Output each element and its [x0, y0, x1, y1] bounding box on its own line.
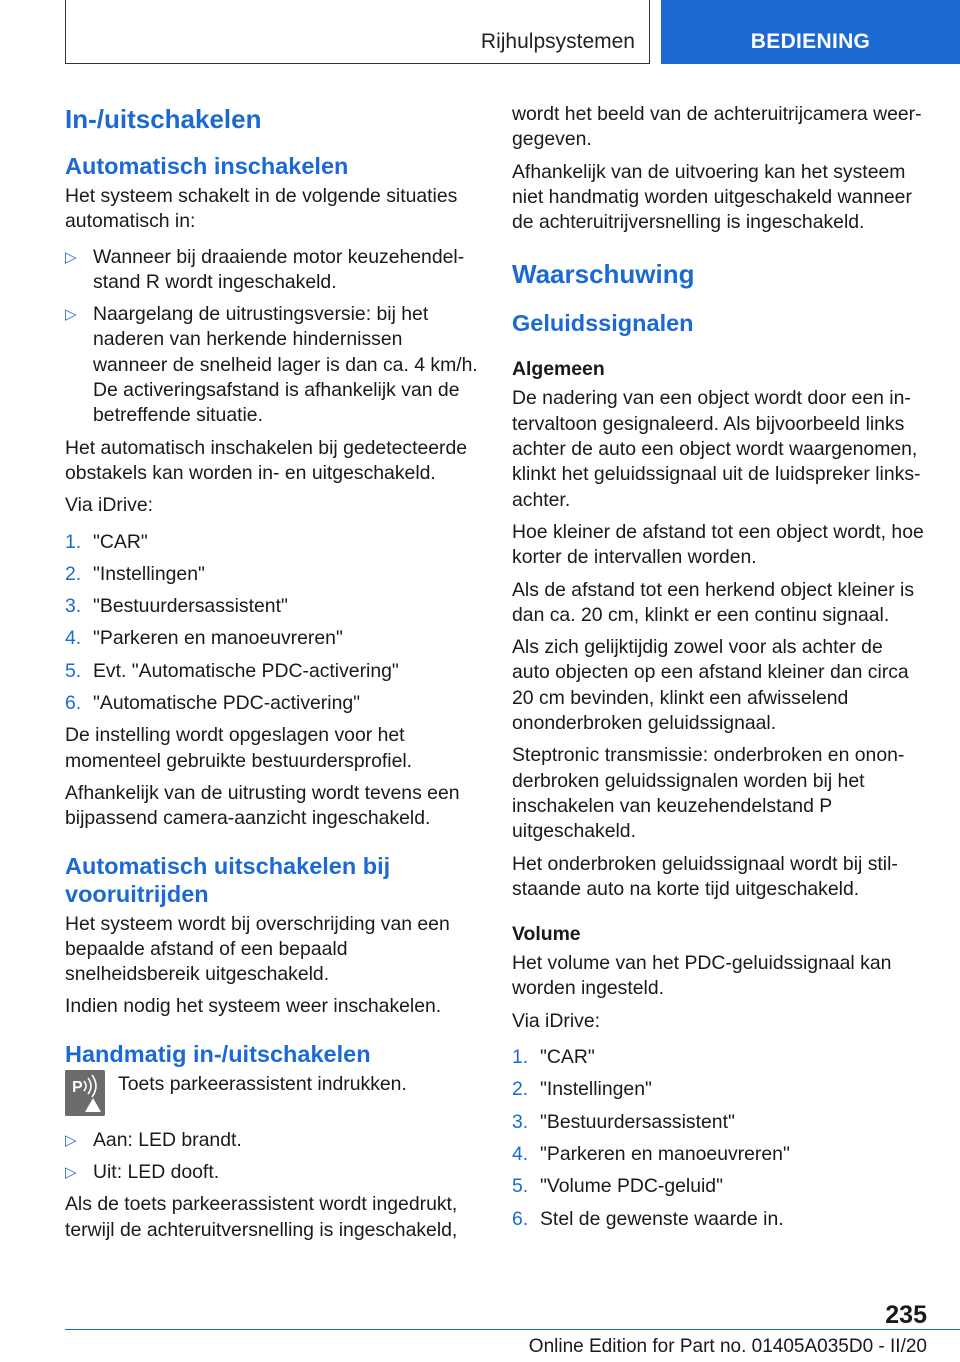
step-item: 5. "Volume PDC-geluid": [512, 1175, 723, 1198]
auto-on-intro: Het systeem schakelt in de volgende situaties automatisch in:: [65, 185, 458, 233]
auto-off-para-2: Indien nodig het systeem weer inschakelen.: [65, 995, 442, 1018]
general-para: Het onderbroken geluidssignaal wordt bij stilstaande auto na korte tijd uitgeschakeld.: [512, 852, 898, 900]
step-item: 2. "Instellingen": [65, 562, 205, 585]
step-item: 1. "CAR": [512, 1046, 595, 1069]
heading-warning: Waarschuwing: [512, 259, 695, 290]
park-assist-button-row: [65, 1072, 478, 1122]
svg-text:P: P: [72, 1078, 83, 1096]
volume-via-idrive: Via iDrive:: [512, 1009, 601, 1032]
list-item: ▷ Aan: LED brandt.: [65, 1128, 478, 1153]
heading-auto-off: Automatisch uitschakelen bij vooruitrijden: [65, 852, 391, 907]
section-title: Rijhulpsystemen: [480, 30, 635, 53]
footer-divider: [65, 1329, 960, 1330]
header-section-box: [65, 0, 650, 64]
manual-para-1: Als de toets parkeerassistent wordt ingedrukt, terwijl de achteruitversnelling is ingeschakeld,: [65, 1193, 458, 1241]
auto-on-bullets: [65, 245, 478, 429]
chapter-tab-label: BEDIENING: [750, 30, 871, 53]
list-item: ▷ Naargelang de uitrustingsversie: bij het naderen van herkende hindernissen wanneer de snelheid lager is dan ca. 4 km/h. De activeringsafstand is afhankelijk van de betreffende situatie.: [65, 303, 478, 427]
list-item: ▷ Uit: LED dooft.: [65, 1160, 478, 1185]
continued-para-2: Afhankelijk van de uitvoering kan het systeem niet handmatig worden uitgeschakeld wanneer de achteruitrijversnelling is ingeschakeld.: [512, 160, 912, 234]
heading-volume: Volume: [512, 923, 581, 946]
heading-general: Algemeen: [512, 358, 605, 381]
right-column: [512, 102, 925, 1239]
auto-on-via-idrive: Via iDrive:: [65, 494, 154, 517]
triangle-bullet-icon: ▷: [65, 248, 77, 266]
step-item: 6. Stel de gewenste waarde in.: [512, 1207, 784, 1230]
edition-note: Online Edition for Part no. 01405A035D0 - II/20: [528, 1336, 927, 1357]
step-item: 5. Evt. "Automatische PDC-activering": [65, 659, 399, 682]
continued-para-1: wordt het beeld van de achteruitrijcamera weergegeven.: [512, 103, 922, 151]
manual-bullets: [65, 1128, 478, 1186]
auto-on-para-1: Het automatisch inschakelen bij gedetecteerde obstakels kan worden in- en uitgeschakeld.: [65, 436, 468, 484]
step-item: 2. "Instellingen": [512, 1078, 652, 1101]
general-para: Hoe kleiner de afstand tot een object wordt, hoe korter de intervallen worden.: [512, 520, 924, 569]
auto-on-steps: [65, 530, 478, 717]
step-item: 6. "Automatische PDC-activering": [65, 692, 361, 715]
page-number: 235: [885, 1301, 927, 1329]
triangle-bullet-icon: ▷: [65, 1164, 77, 1182]
general-para: De nadering van een object wordt door een intervaltoon gesignaleerd. Als bijvoorbeeld links achter de auto een object wordt waargenomen, klinkt het geluidssignaal uit de luidspreker linksachter.: [512, 387, 921, 511]
general-para: Als de afstand tot een herkend object kleiner is dan ca. 20 cm, klinkt er een continu signaal.: [512, 578, 915, 626]
triangle-bullet-icon: ▷: [65, 306, 77, 324]
auto-on-para-4: Afhankelijk van de uitrusting wordt tevens een bijpassend camera-aanzicht ingeschakeld.: [65, 781, 460, 830]
step-item: 3. "Bestuurdersassistent": [512, 1110, 735, 1133]
triangle-bullet-icon: ▷: [65, 1131, 77, 1149]
heading-auto-on: Automatisch inschakelen: [65, 153, 349, 179]
volume-steps: [512, 1045, 925, 1232]
heading-on-off: In-/uitschakelen: [65, 104, 262, 134]
auto-on-para-3: De instelling wordt opgeslagen voor het momenteel gebruikte bestuurdersprofiel.: [65, 724, 413, 772]
chapter-tab[interactable]: [661, 0, 960, 64]
heading-manual: Handmatig in-/uitschakelen: [65, 1040, 371, 1067]
step-item: 1. "CAR": [65, 530, 148, 553]
general-para: Als zich gelijktijdig zowel voor als achter de auto objecten op een afstand kleiner dan circa 20 cm bevinden, klinkt een afwisselend ononderbroken geluidssignaal.: [512, 636, 909, 735]
left-column: [65, 102, 478, 1250]
list-item: ▷ Wanneer bij draaiende motor keuzehendelstand R wordt ingeschakeld.: [65, 245, 465, 293]
heading-sound-signals: Geluidssignalen: [512, 310, 694, 337]
step-item: 3. "Bestuurdersassistent": [65, 595, 288, 618]
step-item: 4. "Parkeren en manoeuvreren": [65, 627, 343, 650]
auto-off-para-1: Het systeem wordt bij overschrijding van een bepaalde afstand of een bepaald snelheidsbereik uitgeschakeld.: [65, 912, 450, 986]
park-assist-button-icon: [65, 1070, 105, 1116]
volume-para-1: Het volume van het PDC-geluidssignaal kan worden ingesteld.: [512, 952, 892, 1000]
general-para: Steptronic transmissie: onderbroken en ononderbroken geluidssignalen worden bij het inschakelen van keuzehendelstand P uitgeschakeld.: [512, 744, 905, 843]
step-item: 4. "Parkeren en manoeuvreren": [512, 1142, 790, 1165]
park-assist-instruction: Toets parkeerassistent indrukken.: [118, 1072, 407, 1095]
